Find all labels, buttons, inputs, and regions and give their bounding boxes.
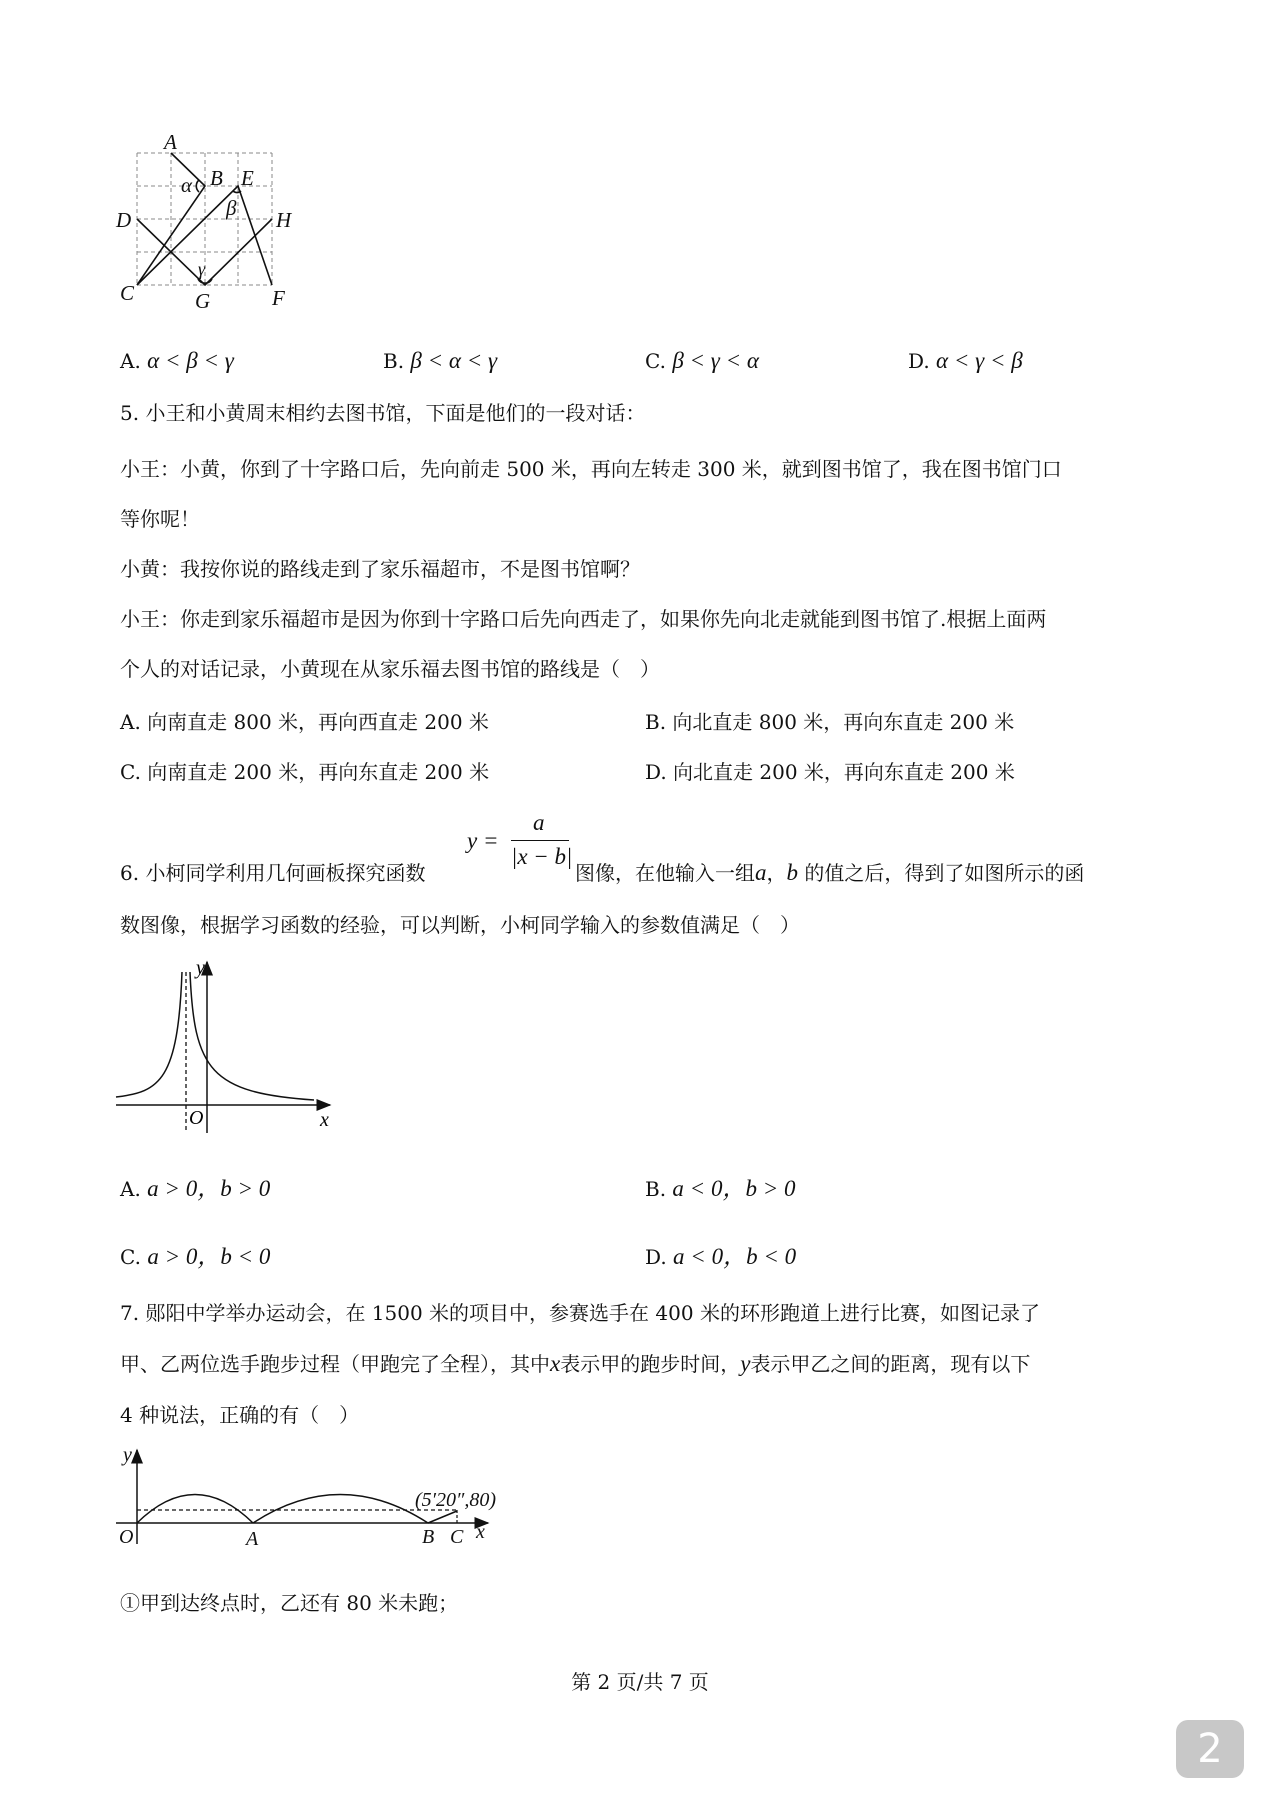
- q5-option-a[interactable]: A. 向南直走 800 米，再向西直走 200 米: [120, 710, 489, 734]
- var-b: b: [786, 860, 798, 885]
- formula-denominator: |x − b|: [511, 844, 573, 869]
- label-B: B: [210, 166, 223, 190]
- axis-label-x: x: [476, 1521, 485, 1543]
- text: 的值之后，得到了如图所示的函: [804, 861, 1085, 885]
- label-C: C: [120, 281, 135, 305]
- option-letter: B.: [645, 1177, 667, 1201]
- q5-line: 小王：小黄，你到了十字路口后，先向前走 500 米，再向左转走 300 米，就到图书馆了，我在图书馆门口: [120, 457, 1062, 481]
- q6-option-a[interactable]: [120, 1176, 270, 1202]
- q7-line1: 7. 郧阳中学举办运动会，在 1500 米的项目中，参赛选手在 400 米的环形跑道上进行比赛，如图记录了: [120, 1301, 1040, 1325]
- option-letter: A.: [120, 349, 141, 373]
- q6-line1-a: 6. 小柯同学利用几何画板探究函数: [120, 861, 426, 885]
- q6-function-graph: [110, 955, 340, 1140]
- option-letter: C.: [645, 349, 666, 373]
- q5-line: 个人的对话记录，小黄现在从家乐福去图书馆的路线是（ ）: [120, 657, 660, 681]
- label-D: D: [116, 208, 132, 232]
- option-letter: D.: [908, 349, 930, 373]
- q7-statement-1: ①甲到达终点时，乙还有 80 米未跑；: [120, 1591, 459, 1615]
- q5-line: 等你呢！: [120, 507, 200, 531]
- option-letter: C.: [120, 1245, 141, 1269]
- q5-option-b[interactable]: B. 向北直走 800 米，再向东直走 200 米: [645, 710, 1015, 734]
- q7-distance-graph: [110, 1440, 520, 1550]
- q4-option-a[interactable]: [120, 348, 234, 374]
- formula-lhs: y =: [467, 828, 499, 853]
- q6-option-c[interactable]: [120, 1244, 270, 1270]
- page-footer: 第 2 页/共 7 页: [571, 1670, 709, 1694]
- axis-label-y: y: [196, 957, 205, 979]
- point-label: (5′20″,80): [415, 1489, 497, 1511]
- option-expr: β < α < γ: [410, 348, 498, 373]
- option-letter: A.: [120, 1177, 141, 1201]
- formula-numerator: a: [533, 810, 545, 835]
- option-letter: D.: [645, 1245, 667, 1269]
- option-expr: a < 0，b < 0: [673, 1244, 797, 1269]
- label-A: A: [164, 130, 177, 154]
- text: 表示甲乙之间的距离，现有以下: [750, 1352, 1031, 1376]
- var-y: y: [740, 1351, 751, 1376]
- q6-option-d[interactable]: [645, 1244, 796, 1270]
- text: ，: [766, 861, 787, 885]
- q7-line3: 4 种说法，正确的有（ ）: [120, 1403, 360, 1427]
- q4-option-b[interactable]: [383, 348, 497, 374]
- label-G: G: [195, 289, 211, 313]
- q5-line: 小黄：我按你说的路线走到了家乐福超市，不是图书馆啊？: [120, 557, 640, 581]
- q4-option-c[interactable]: [645, 348, 759, 374]
- q5-option-c[interactable]: C. 向南直走 200 米，再向东直走 200 米: [120, 760, 490, 784]
- option-expr: β < γ < α: [672, 348, 759, 373]
- page-number-badge: 2: [1176, 1720, 1244, 1778]
- origin-label: O: [189, 1107, 204, 1129]
- text: 甲、乙两位选手跑步过程（甲跑完了全程），其中: [120, 1352, 550, 1376]
- q4-geometry-figure: [100, 125, 320, 325]
- axis-label-x: x: [320, 1109, 329, 1131]
- label-E: E: [241, 166, 254, 190]
- option-expr: a > 0，b > 0: [147, 1176, 271, 1201]
- label-F: F: [272, 286, 285, 310]
- text: 表示甲的跑步时间，: [560, 1352, 741, 1376]
- origin-label: O: [119, 1526, 134, 1548]
- label-A: A: [246, 1528, 259, 1550]
- axis-label-y: y: [123, 1444, 132, 1466]
- label-alpha: α: [181, 173, 193, 197]
- text: 图像，在他输入一组: [575, 861, 755, 885]
- q5-line: 小王：你走到家乐福超市是因为你到十字路口后先向西走了，如果你先向北走就能到图书馆了.根据上面两: [120, 607, 1047, 631]
- label-H: H: [276, 208, 292, 232]
- label-C: C: [450, 1526, 464, 1548]
- option-expr: α < β < γ: [147, 348, 234, 373]
- q6-line2: 数图像，根据学习函数的经验，可以判断，小柯同学输入的参数值满足（ ）: [120, 913, 800, 937]
- q4-option-d[interactable]: [908, 348, 1023, 374]
- var-x: x: [550, 1351, 561, 1376]
- label-B: B: [422, 1526, 435, 1548]
- option-expr: α < γ < β: [936, 348, 1023, 373]
- q5-line: 5. 小王和小黄周末相约去图书馆，下面是他们的一段对话：: [120, 401, 646, 425]
- q5-option-d[interactable]: D. 向北直走 200 米，再向东直走 200 米: [645, 760, 1015, 784]
- q6-option-b[interactable]: [645, 1176, 795, 1202]
- option-expr: a < 0，b > 0: [672, 1176, 796, 1201]
- label-beta: β: [226, 196, 237, 220]
- option-letter: B.: [383, 349, 405, 373]
- fraction-bar: [511, 840, 569, 841]
- q6-line1-rest: [575, 860, 1084, 886]
- var-a: a: [755, 860, 767, 885]
- option-expr: a > 0，b < 0: [147, 1244, 271, 1269]
- q7-line2: [120, 1351, 1030, 1377]
- label-gamma: γ: [198, 259, 206, 279]
